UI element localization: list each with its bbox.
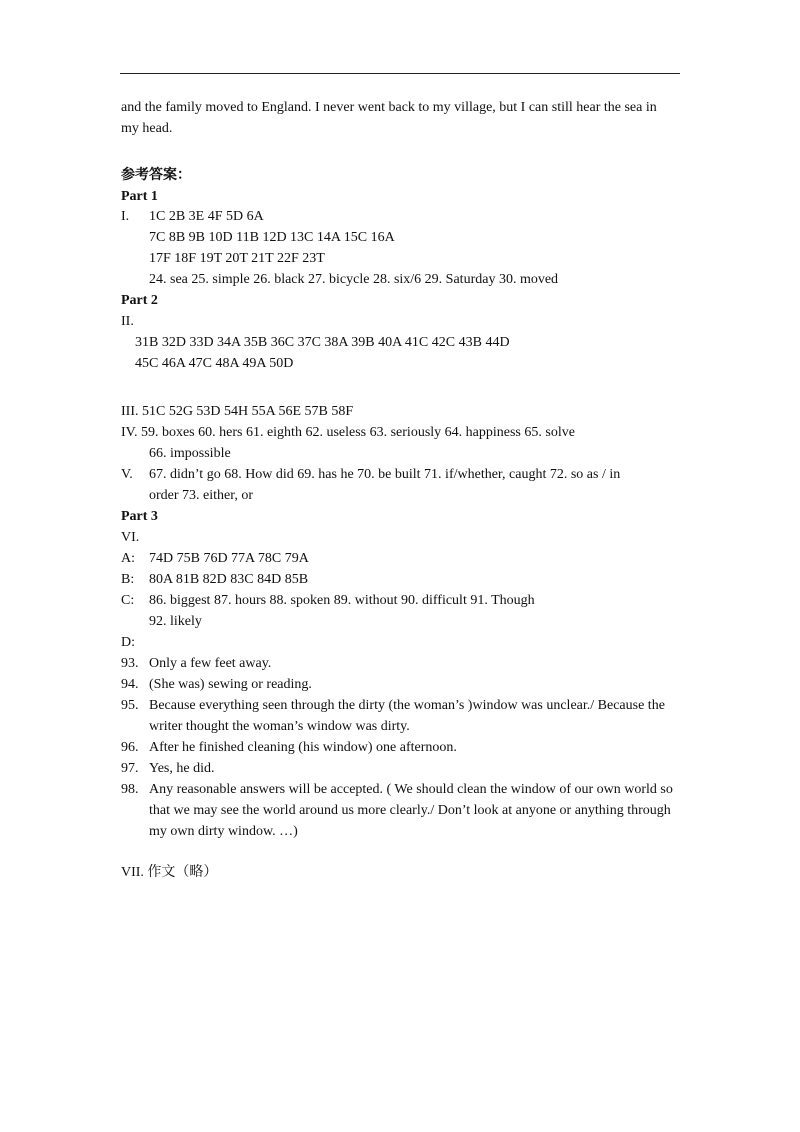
d-item-96-num: 96. — [121, 740, 139, 755]
d-item-96-text: After he finished cleaning (his window) one afternoon. — [149, 740, 457, 755]
part1-row-1: 1C 2B 3E 4F 5D 6A — [149, 209, 264, 224]
section-V-line-2: order 73. either, or — [149, 488, 254, 503]
section-II-label: II. — [121, 314, 134, 329]
d-item-95-num: 95. — [121, 698, 139, 713]
section-VII: VII. 作文（略） — [121, 865, 218, 880]
part1-heading: Part 1 — [121, 189, 158, 204]
part1-row-3: 17F 18F 19T 20T 21T 22F 23T — [149, 251, 325, 266]
part2-heading: Part 2 — [121, 293, 158, 308]
d-item-95-text-line-2: writer thought the woman’s window was dirty. — [149, 719, 410, 734]
d-item-93-num: 93. — [121, 656, 139, 671]
d-item-98-text-line-2: that we may see the world around us more clearly./ Don’t look at anyone or anything through — [149, 803, 671, 818]
intro-text-line-2: my head. — [121, 121, 173, 136]
intro-text-line-1: and the family moved to England. I never went back to my village, but I can still hear the sea in — [121, 100, 657, 115]
section-II-row-1: 31B 32D 33D 34A 35B 36C 37C 38A 39B 40A 41C 42C 43B 44D — [135, 335, 510, 350]
d-item-94-num: 94. — [121, 677, 139, 692]
d-item-98-text-line-1: Any reasonable answers will be accepted. ( We should clean the window of our own world so — [149, 782, 673, 797]
part1-row-2: 7C 8B 9B 10D 11B 12D 13C 14A 15C 16A — [149, 230, 395, 245]
section-A-answers: 74D 75B 76D 77A 78C 79A — [149, 551, 309, 566]
section-C-line-1: 86. biggest 87. hours 88. spoken 89. without 90. difficult 91. Though — [149, 593, 535, 608]
section-IV-line-2: 66. impossible — [149, 446, 231, 461]
section-A-label: A: — [121, 551, 135, 566]
section-C-line-2: 92. likely — [149, 614, 202, 629]
d-item-97-text: Yes, he did. — [149, 761, 215, 776]
answers-title: 参考答案： — [121, 168, 191, 183]
section-B-answers: 80A 81B 82D 83C 84D 85B — [149, 572, 309, 587]
section-IV-line-1: IV. 59. boxes 60. hers 61. eighth 62. useless 63. seriously 64. happiness 65. solve — [121, 425, 575, 440]
d-item-98-text-line-3: my own dirty window. …) — [149, 824, 298, 839]
section-II-row-2: 45C 46A 47C 48A 49A 50D — [135, 356, 294, 371]
section-I-label: I. — [121, 209, 130, 224]
d-item-95-text-line-1: Because everything seen through the dirty (the woman’s )window was unclear./ Because the — [149, 698, 665, 713]
section-VI-label: VI. — [121, 530, 140, 545]
section-B-label: B: — [121, 572, 135, 587]
section-V-line-1: 67. didn’t go 68. How did 69. has he 70. be built 71. if/whether, caught 72. so as / in — [149, 467, 621, 482]
d-item-93-text: Only a few feet away. — [149, 656, 272, 671]
section-V-label: V. — [121, 467, 133, 482]
d-item-98-num: 98. — [121, 782, 139, 797]
d-item-97-num: 97. — [121, 761, 139, 776]
section-D-label: D: — [121, 635, 135, 650]
header-rule — [120, 73, 680, 74]
part3-heading: Part 3 — [121, 509, 158, 524]
part1-row-4: 24. sea 25. simple 26. black 27. bicycle 28. six/6 29. Saturday 30. moved — [149, 272, 559, 287]
section-III: III. 51C 52G 53D 54H 55A 56E 57B 58F — [121, 404, 354, 419]
d-item-94-text: (She was) sewing or reading. — [149, 677, 312, 692]
section-C-label: C: — [121, 593, 135, 608]
